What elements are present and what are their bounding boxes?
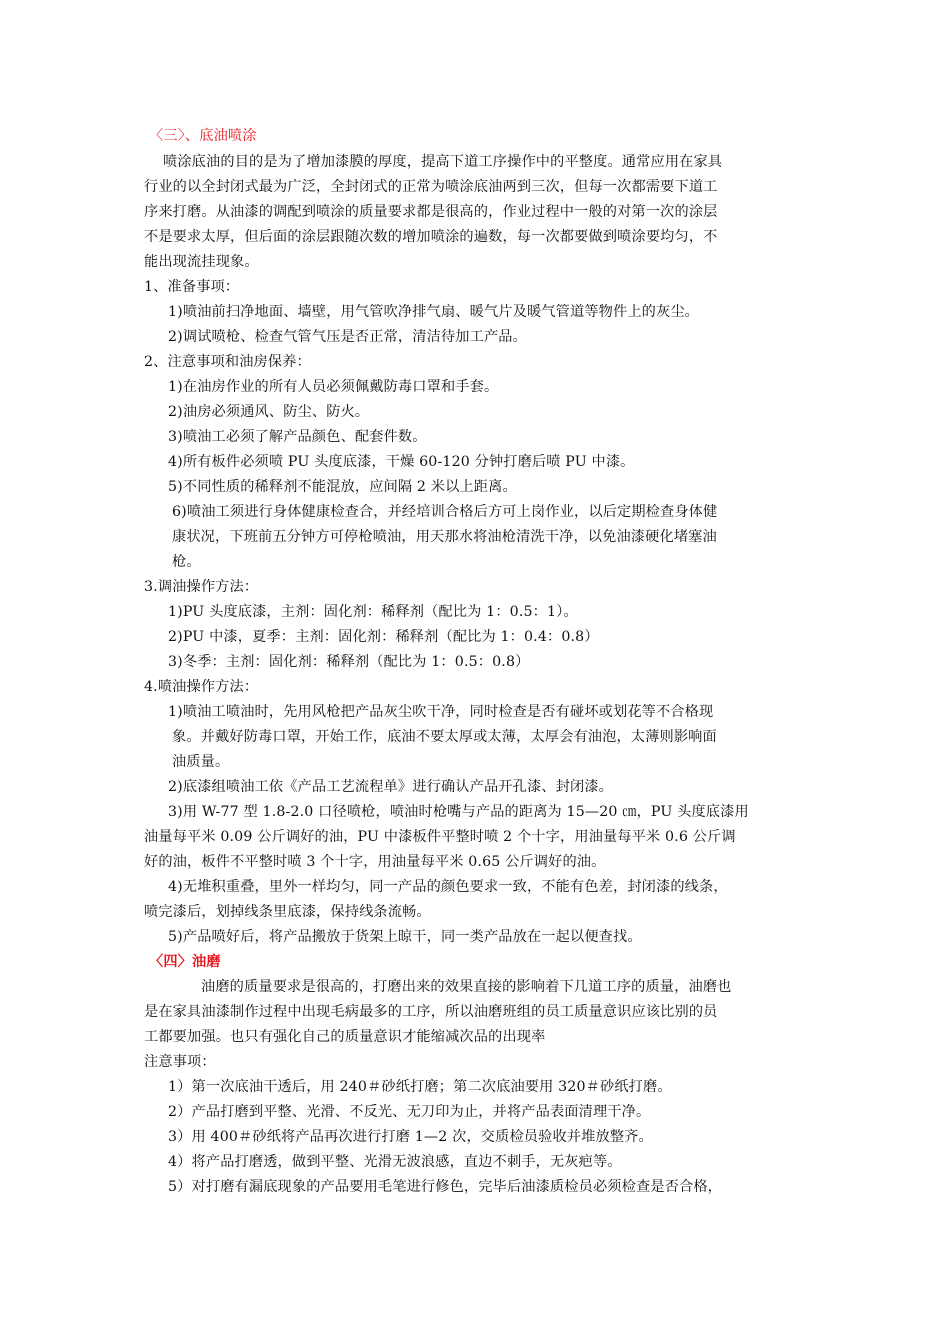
spray-item-1-line: 油质量。 bbox=[172, 754, 230, 770]
notes-item-6-line: 康状况，下班前五分钟方可停枪喷油，用天那水将油枪清洗干净，以免油漆硬化堵塞油 bbox=[172, 529, 717, 545]
section-4-item: 3）用 400＃砂纸将产品再次进行打磨 1—2 次，交质检员验收并堆放整齐。 bbox=[168, 1129, 653, 1145]
spray-item-1-line: 1)喷油工喷油时，先用风枪把产品灰尘吹干净，同时检查是否有碰坏或划花等不合格现 bbox=[168, 704, 714, 720]
section-3-intro-line: 不是要求太厚，但后面的涂层跟随次数的增加喷涂的遍数，每一次都要做到喷涂要均匀，不 bbox=[144, 229, 718, 245]
notes-item: 4)所有板件必须喷 PU 头度底漆，干燥 60-120 分钟打磨后喷 PU 中漆。 bbox=[168, 454, 635, 470]
notes-item: 5)不同性质的稀释剂不能混放，应间隔 2 米以上距离。 bbox=[168, 479, 517, 495]
spray-item-4-line: 4)无堆积重叠，里外一样均匀，同一产品的颜色要求一致，不能有色差，封闭漆的线条， bbox=[168, 879, 728, 895]
prep-title: 1、准备事项： bbox=[144, 279, 240, 295]
section-4-heading: 〈四〉油磨 bbox=[149, 954, 221, 970]
mix-title: 3.调油操作方法： bbox=[144, 579, 259, 595]
notes-item: 2)油房必须通风、防尘、防火。 bbox=[168, 404, 370, 420]
section-4-notes-title: 注意事项： bbox=[144, 1054, 216, 1070]
mix-item: 3)冬季：主剂：固化剂：稀释剂（配比为 1：0.5：0.8） bbox=[168, 654, 530, 670]
section-4-item: 2）产品打磨到平整、光滑、不反光、无刀印为止，并将产品表面清理干净。 bbox=[168, 1104, 651, 1120]
notes-item: 3)喷油工必须了解产品颜色、配套件数。 bbox=[168, 429, 427, 445]
prep-item: 1)喷油前扫净地面、墙壁，用气管吹净排气扇、暖气片及暖气管道等物件上的灰尘。 bbox=[168, 304, 700, 320]
mix-item: 1)PU 头度底漆，主剂：固化剂：稀释剂（配比为 1：0.5：1）。 bbox=[168, 604, 578, 620]
spray-item-3-line: 油量每平米 0.09 公斤调好的油，PU 中漆板件平整时喷 2 个十字，用油量每平米 0.6 公斤调 bbox=[144, 829, 736, 845]
spray-item-5: 5)产品喷好后，将产品搬放于货架上晾干，同一类产品放在一起以便查找。 bbox=[168, 929, 642, 945]
prep-item: 2)调试喷枪、检查气管气压是否正常，清洁待加工产品。 bbox=[168, 329, 527, 345]
notes-item-6-line: 6)喷油工须进行身体健康检查合，并经培训合格后方可上岗作业，以后定期检查身体健 bbox=[172, 504, 718, 520]
mix-item: 2)PU 中漆，夏季：主剂：固化剂：稀释剂（配比为 1：0.4：0.8） bbox=[168, 629, 599, 645]
spray-item-4-line: 喷完漆后，划掉线条里底漆，保持线条流畅。 bbox=[144, 904, 431, 920]
section-3-intro-line: 序来打磨。从油漆的调配到喷涂的质量要求都是很高的，作业过程中一般的对第一次的涂层 bbox=[144, 204, 718, 220]
spray-item-3-line: 3)用 W-77 型 1.8-2.0 口径喷枪，喷油时枪嘴与产品的距离为 15—20 ㎝，PU 头度底漆用 bbox=[168, 804, 749, 820]
spray-item-3-line: 好的油，板件不平整时喷 3 个十字，用油量每平米 0.65 公斤调好的油。 bbox=[144, 854, 606, 870]
section-3-intro-line: 行业的以全封闭式最为广泛，全封闭式的正常为喷涂底油两到三次，但每一次都需要下道工 bbox=[144, 179, 718, 195]
spray-item-1-line: 象。并戴好防毒口罩，开始工作，底油不要太厚或太薄，太厚会有油泡，太薄则影响面 bbox=[172, 729, 717, 745]
spray-item-2: 2)底漆组喷油工依《产品工艺流程单》进行确认产品开孔漆、封闭漆。 bbox=[168, 779, 613, 795]
section-3-intro-line: 喷涂底油的目的是为了增加漆膜的厚度，提高下道工序操作中的平整度。通常应用在家具 bbox=[163, 154, 723, 170]
section-4-intro-line: 是在家具油漆制作过程中出现毛病最多的工序，所以油磨班组的员工质量意识应该比别的员 bbox=[144, 1004, 718, 1020]
section-4-item: 5）对打磨有漏底现象的产品要用毛笔进行修色，完毕后油漆质检员必须检查是否合格， bbox=[168, 1179, 723, 1195]
section-4-item: 4）将产品打磨透，做到平整、光滑无波浪感，直边不刺手，无灰疤等。 bbox=[168, 1154, 622, 1170]
section-3-heading: 〈三〉、底油喷涂 bbox=[149, 128, 257, 144]
section-4-item: 1）第一次底油干透后，用 240＃砂纸打磨；第二次底油要用 320＃砂纸打磨。 bbox=[168, 1079, 672, 1095]
notes-item-6-line: 枪。 bbox=[172, 554, 201, 570]
notes-title: 2、注意事项和油房保养： bbox=[144, 354, 311, 370]
spray-title: 4.喷油操作方法： bbox=[144, 679, 259, 695]
section-4-intro-line: 工都要加强。也只有强化自己的质量意识才能缩减次品的出现率 bbox=[144, 1029, 546, 1045]
section-4-intro-line: 油磨的质量要求是很高的，打磨出来的效果直接的影响着下几道工序的质量，油磨也 bbox=[201, 979, 732, 995]
section-3-intro-line: 能出现流挂现象。 bbox=[144, 254, 259, 270]
notes-item: 1)在油房作业的所有人员必须佩戴防毒口罩和手套。 bbox=[168, 379, 499, 395]
